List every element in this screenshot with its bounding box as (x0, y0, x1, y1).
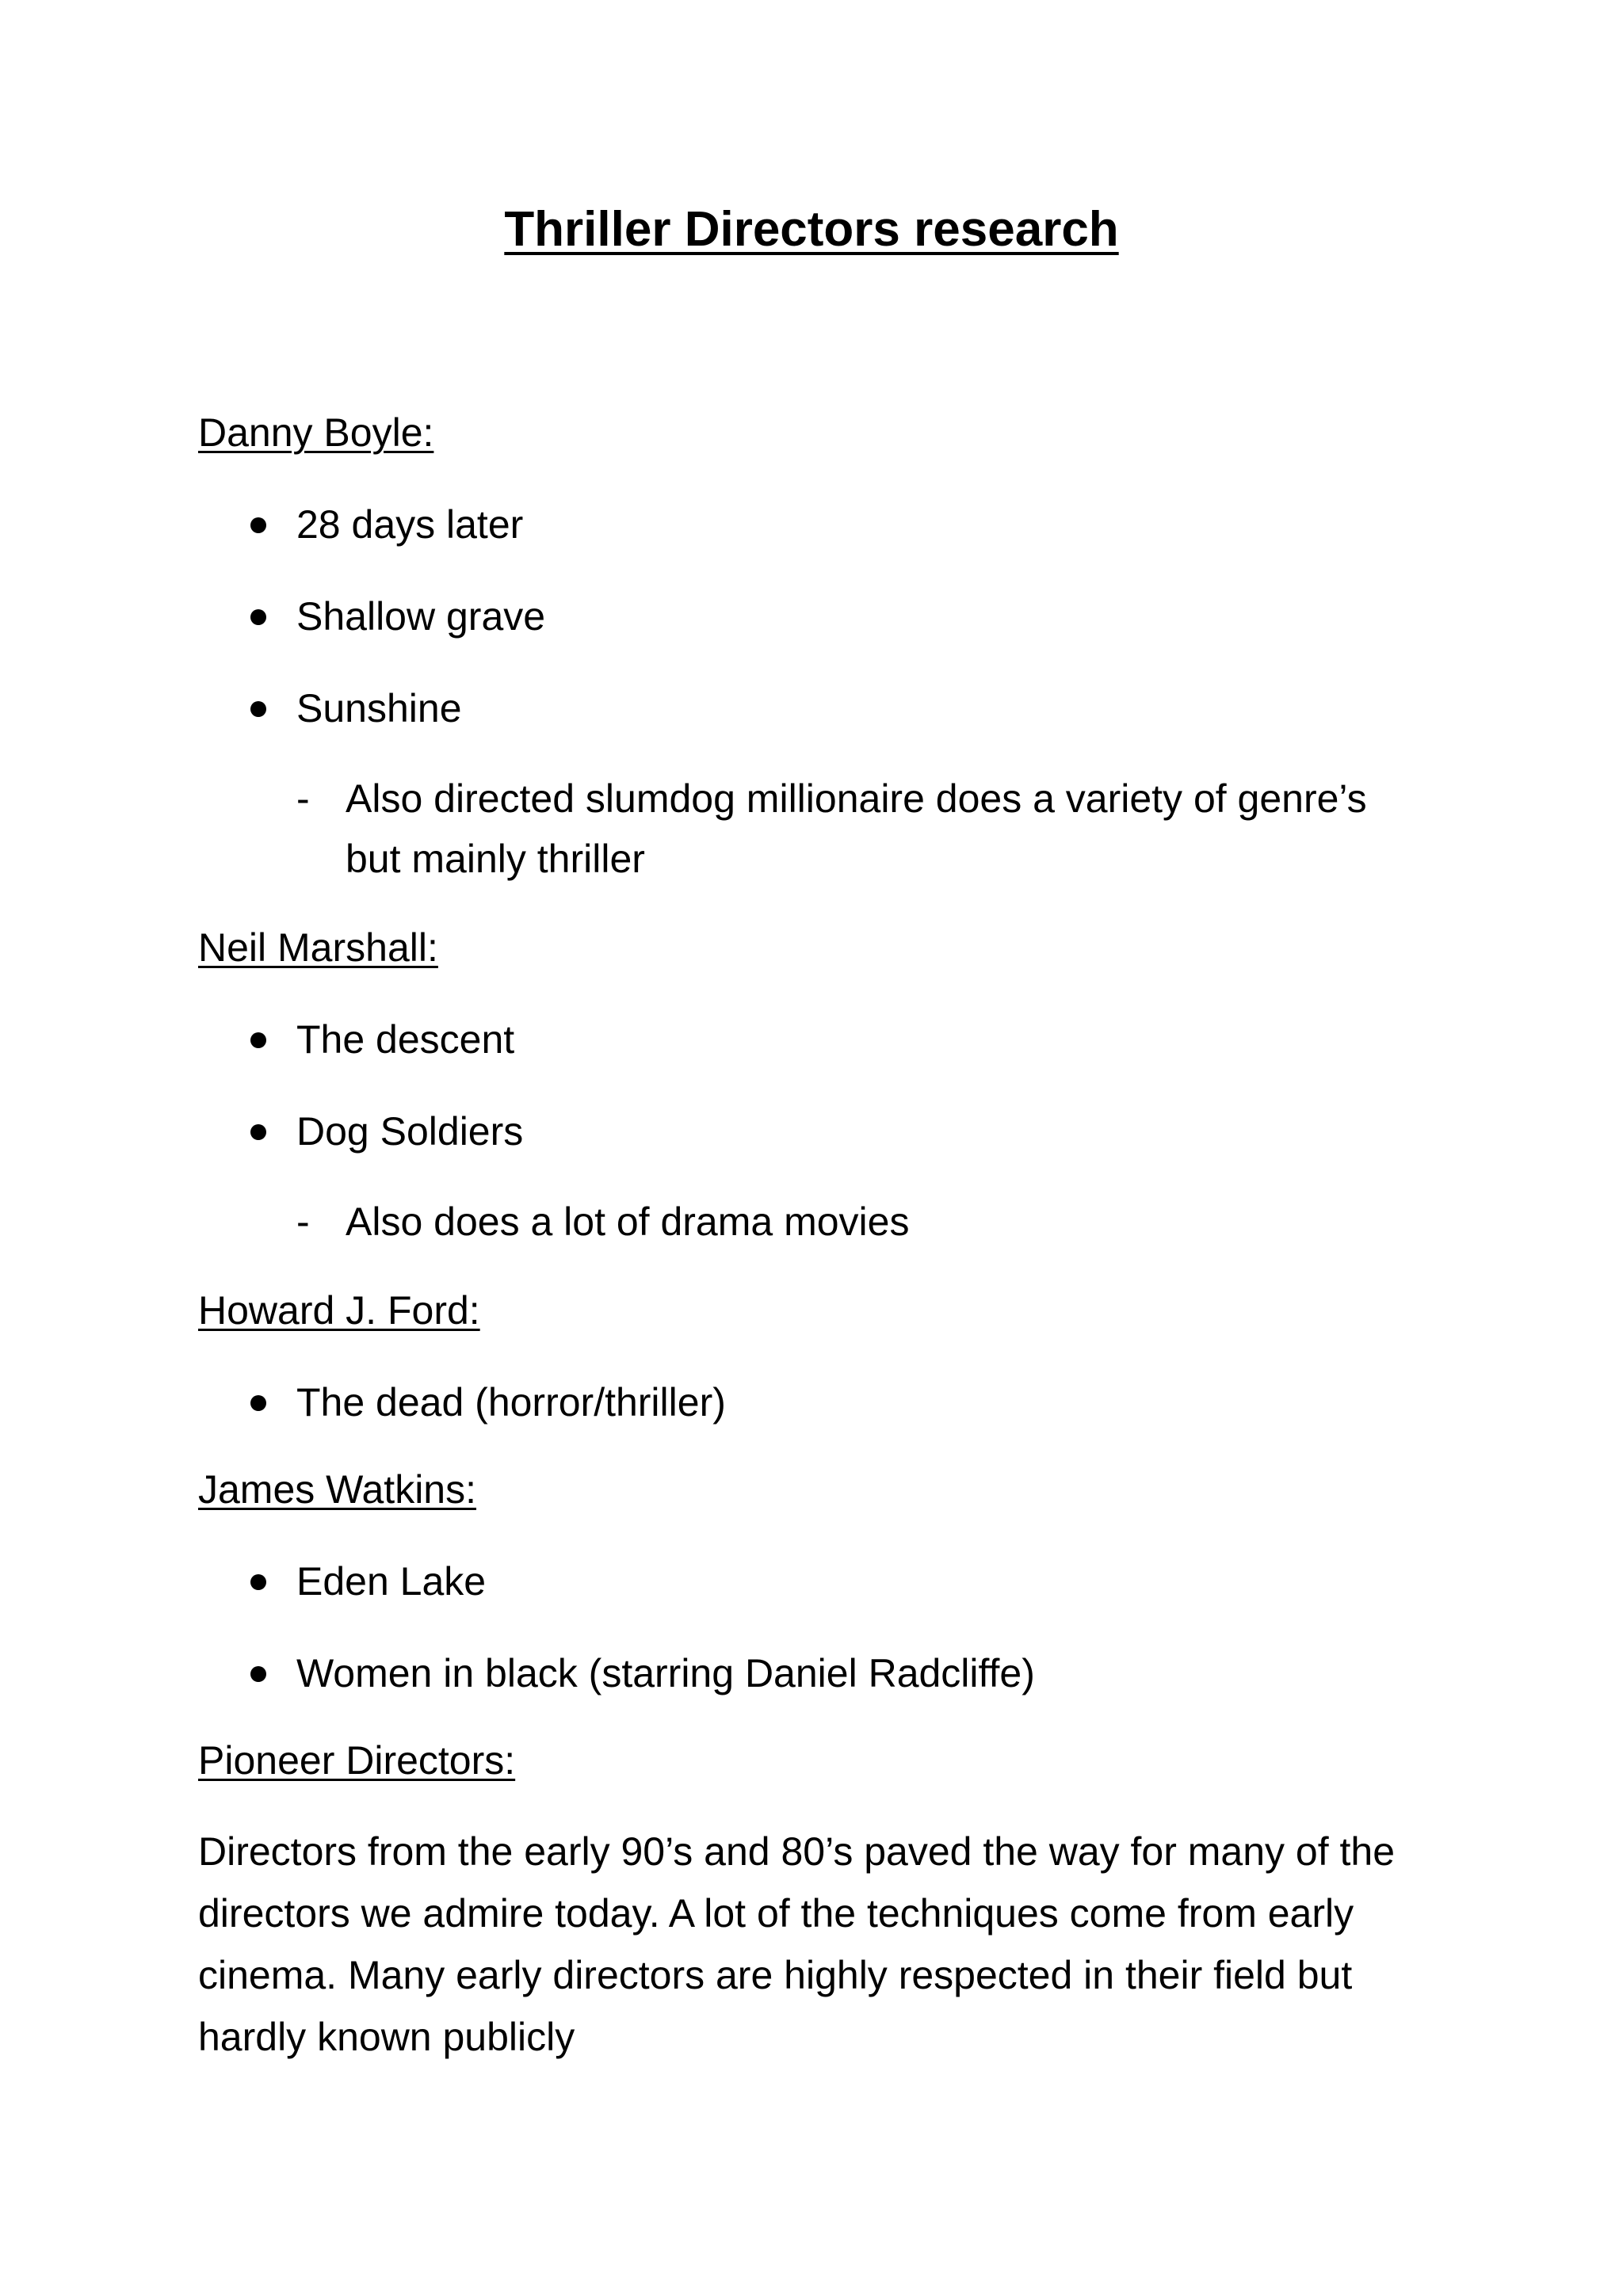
section-heading: Neil Marshall: (198, 925, 438, 970)
dash-icon: - (296, 1199, 310, 1244)
section-howard-j-ford (198, 1282, 1434, 1431)
dash-note-text: Also directed slumdog millionaire does a variety of genre’s but mainly thriller (346, 776, 1367, 881)
list-item-text: The dead (horror/thriller) (296, 1380, 726, 1425)
list-item-text: Women in black (starring Daniel Radcliffe) (296, 1651, 1035, 1695)
section-james-watkins (198, 1461, 1434, 1702)
dash-note-text: Also does a lot of drama movies (346, 1199, 910, 1244)
list-item (198, 1645, 1434, 1702)
section-heading: Howard J. Ford: (198, 1288, 480, 1333)
list-item (198, 1553, 1434, 1610)
list-item (198, 496, 1434, 553)
film-list (198, 1374, 1434, 1431)
list-item (198, 588, 1434, 645)
film-list (198, 496, 1434, 737)
section-heading: Danny Boyle: (198, 410, 434, 455)
section-heading: James Watkins: (198, 1467, 477, 1512)
bullet-icon (250, 1395, 266, 1411)
page-title: Thriller Directors research (504, 202, 1119, 257)
list-item (198, 680, 1434, 737)
film-list (198, 1011, 1434, 1160)
list-item (198, 1011, 1434, 1068)
bullet-icon (250, 1124, 266, 1140)
list-item-text: The descent (296, 1017, 515, 1062)
bullet-icon (250, 1666, 266, 1682)
dash-icon: - (296, 776, 310, 821)
list-item-text: Eden Lake (296, 1559, 487, 1604)
pioneer-paragraph: Directors from the early 90’s and 80’s paved the way for many of the directors we admire today. A lot of the techniques come from early cinema. Many early directors are highly respected in their field but hardly known publicly (198, 1829, 1396, 2059)
document-body (198, 404, 1434, 2068)
bullet-icon (250, 609, 266, 625)
list-item (198, 1374, 1434, 1431)
section-neil-marshall (198, 919, 1434, 1252)
list-item-text: Shallow grave (296, 594, 546, 639)
list-item-text: Dog Soldiers (296, 1109, 524, 1154)
film-list (198, 1553, 1434, 1702)
bullet-icon (250, 1032, 266, 1048)
list-item (198, 1103, 1434, 1160)
list-item-text: 28 days later (296, 502, 524, 547)
list-item-text: Sunshine (296, 686, 462, 730)
dash-note (198, 769, 1431, 889)
dash-note (198, 1192, 1431, 1252)
bullet-icon (250, 701, 266, 717)
section-pioneer-directors (198, 1732, 1434, 2068)
bullet-icon (250, 517, 266, 533)
section-heading: Pioneer Directors: (198, 1738, 516, 1783)
bullet-icon (250, 1574, 266, 1590)
section-danny-boyle (198, 404, 1434, 889)
